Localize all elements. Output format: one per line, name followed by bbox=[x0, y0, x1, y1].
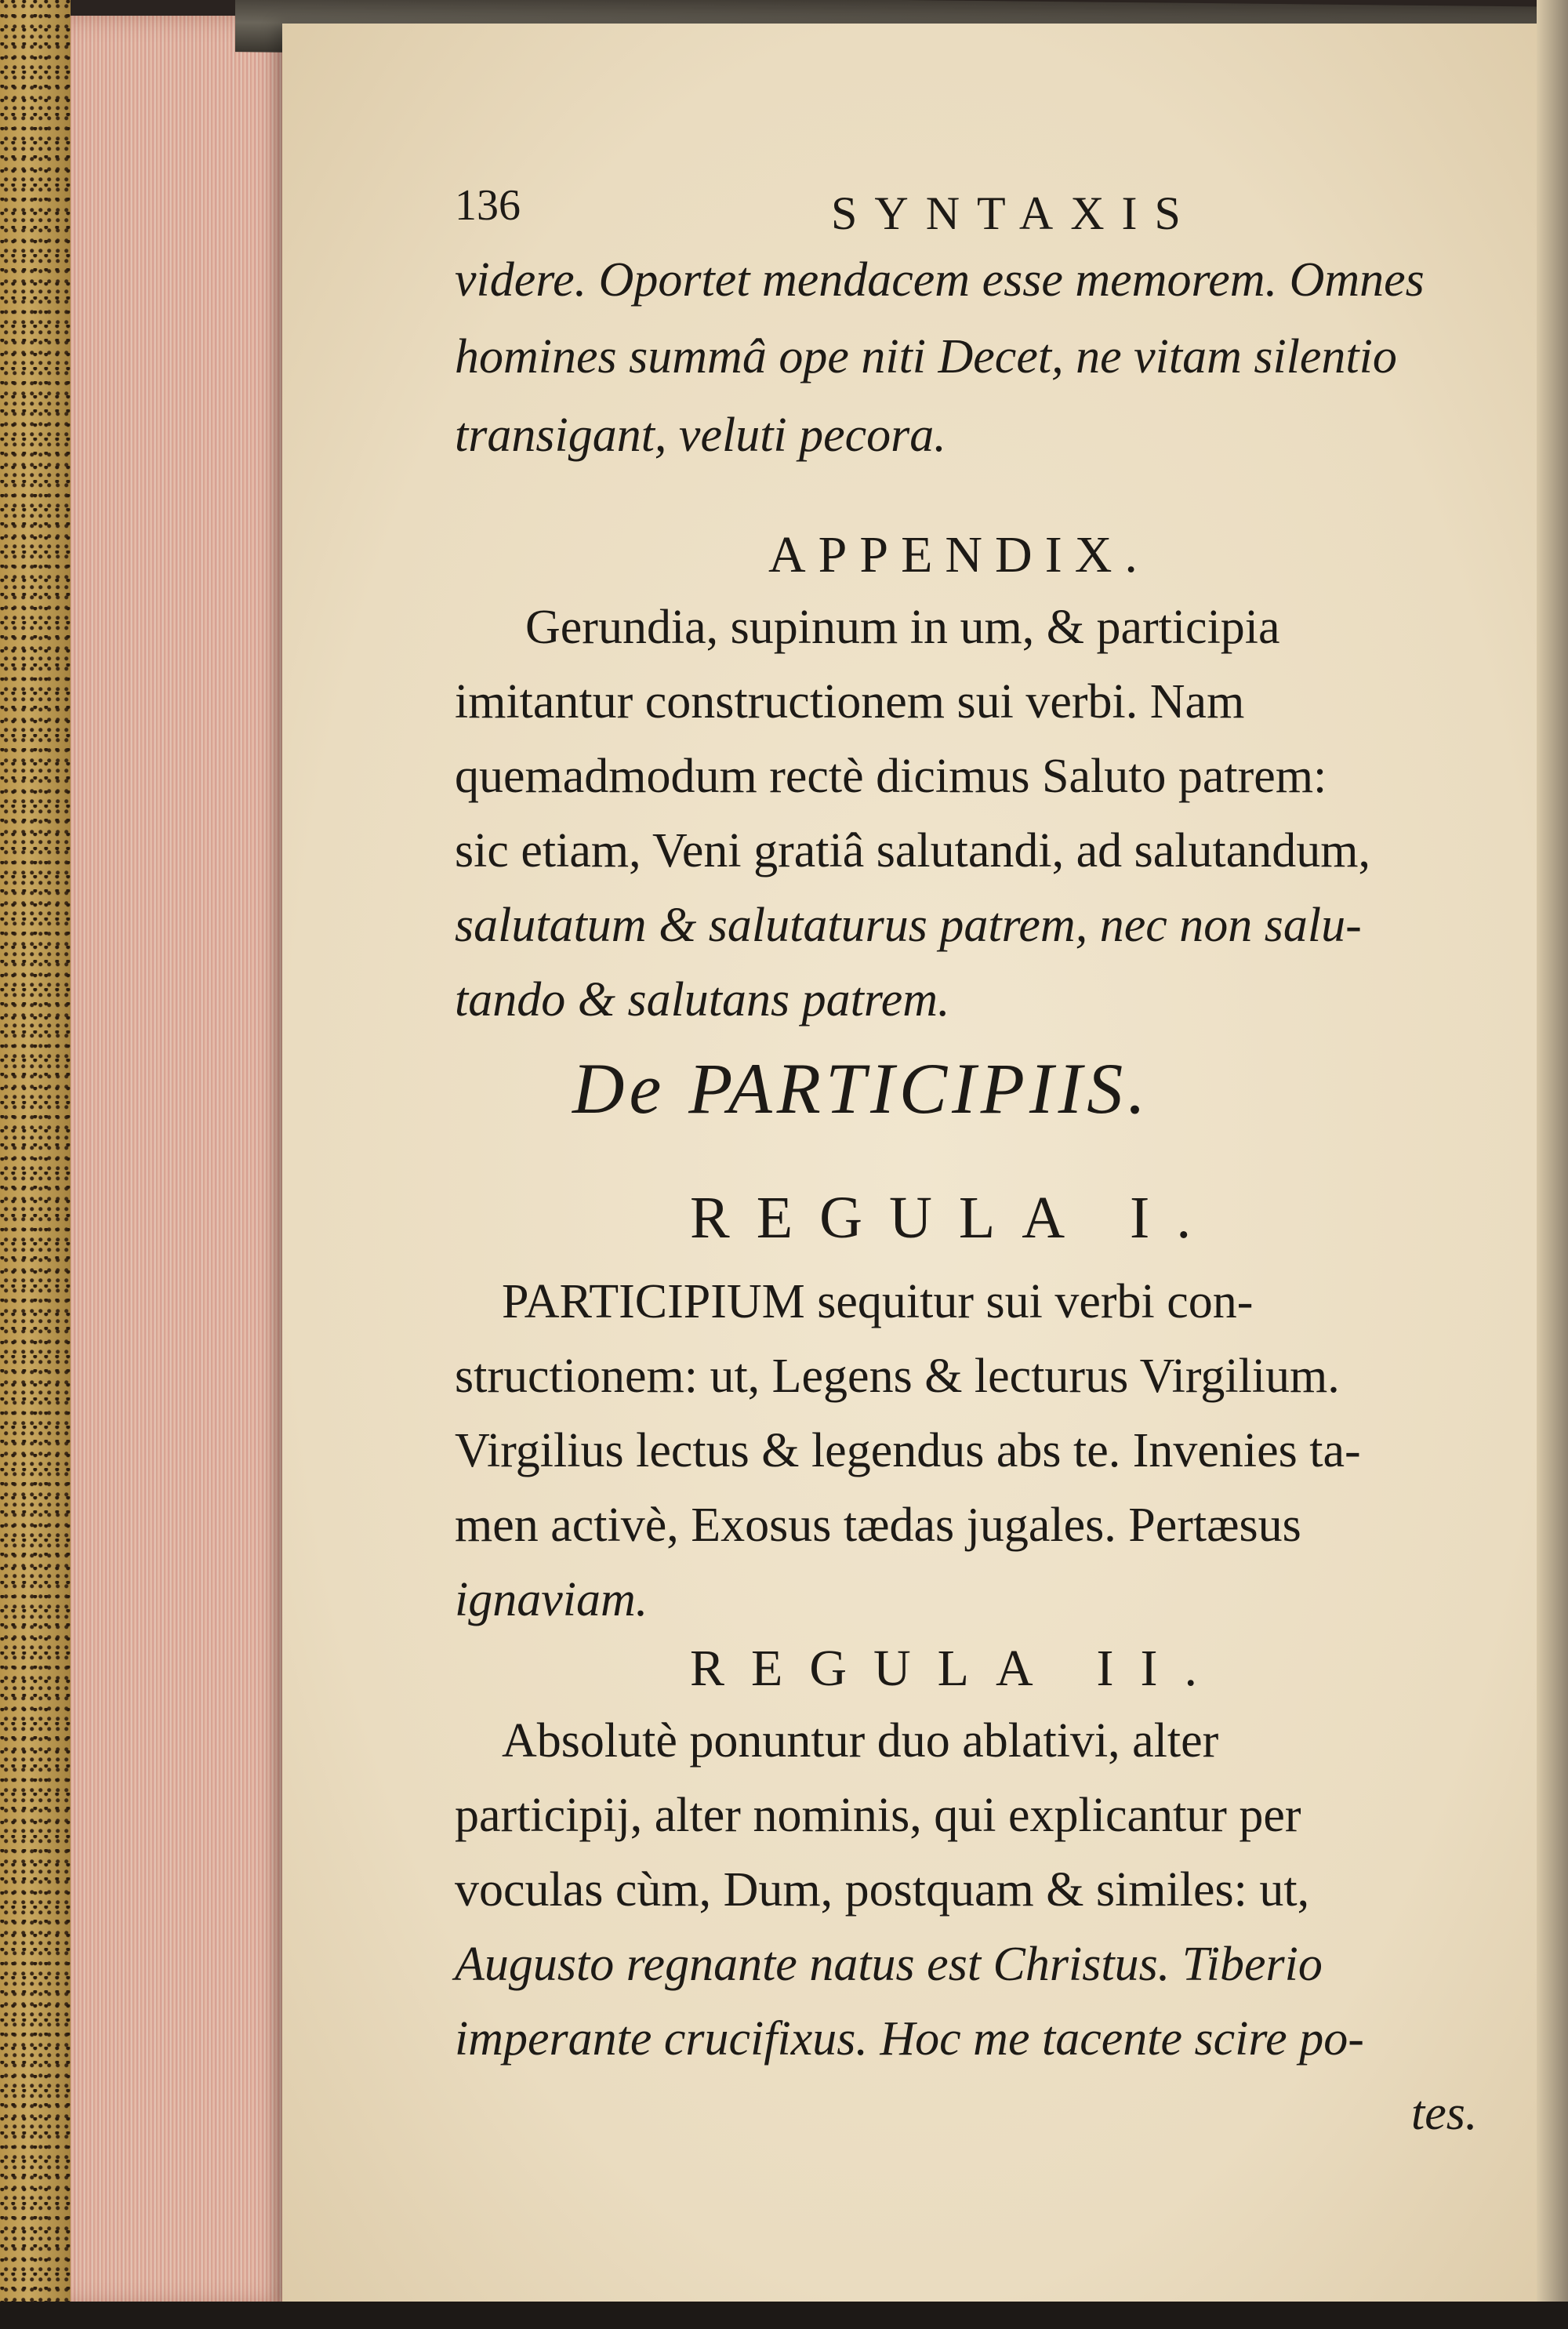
text-line: transigant, veluti pecora. bbox=[455, 409, 946, 462]
text-line: imitantur constructionem sui verbi. Nam bbox=[455, 675, 1245, 728]
text-line: sic etiam, Veni gratiâ salutandi, ad salutandum, bbox=[455, 824, 1370, 877]
page-number: 136 bbox=[455, 181, 521, 230]
text-line: salutatum & salutaturus patrem, nec non salu- bbox=[455, 899, 1362, 952]
page-right-edge bbox=[1537, 0, 1568, 2329]
text-line: tes. bbox=[1411, 2087, 1478, 2140]
text-line: imperante crucifixus. Hoc me tacente scire po- bbox=[455, 2012, 1364, 2066]
text-line: structionem: ut, Legens & lecturus Virgilium. bbox=[455, 1350, 1340, 1403]
text-line: Absolutè ponuntur duo ablativi, alter bbox=[502, 1714, 1219, 1768]
text-line: homines summâ ope niti Decet, ne vitam silentio bbox=[455, 330, 1397, 383]
text-line: videre. Oportet mendacem esse memorem. Omnes bbox=[455, 253, 1425, 307]
text-line: Gerundia, supinum in um, & participia bbox=[525, 601, 1280, 654]
appendix-title: APPENDIX. bbox=[768, 526, 1150, 583]
text-line: ignaviam. bbox=[455, 1573, 648, 1626]
regula-title: REGULA II. bbox=[690, 1640, 1224, 1697]
running-title: SYNTAXIS bbox=[831, 187, 1198, 239]
text-line: men activè, Exosus tædas jugales. Pertæsus bbox=[455, 1499, 1301, 1552]
section-heading: De PARTICIPIIS. bbox=[572, 1048, 1151, 1128]
text-line: Virgilius lectus & legendus abs te. Invenies ta- bbox=[455, 1424, 1361, 1477]
bottom-shadow bbox=[0, 2302, 1568, 2329]
page-edges bbox=[71, 16, 298, 2305]
text-line: participij, alter nominis, qui explicantur per bbox=[455, 1789, 1301, 1842]
text-line: tando & salutans patrem. bbox=[455, 973, 950, 1026]
text-line: voculas cùm, Dum, postquam & similes: ut, bbox=[455, 1863, 1310, 1917]
text-line: PARTICIPIUM sequitur sui verbi con- bbox=[502, 1275, 1254, 1328]
text-line: Augusto regnante natus est Christus. Tiberio bbox=[455, 1938, 1323, 1991]
book-cover-board bbox=[0, 0, 71, 2329]
regula-title: REGULA I. bbox=[690, 1185, 1218, 1251]
text-line: quemadmodum rectè dicimus Saluto patrem: bbox=[455, 750, 1327, 803]
